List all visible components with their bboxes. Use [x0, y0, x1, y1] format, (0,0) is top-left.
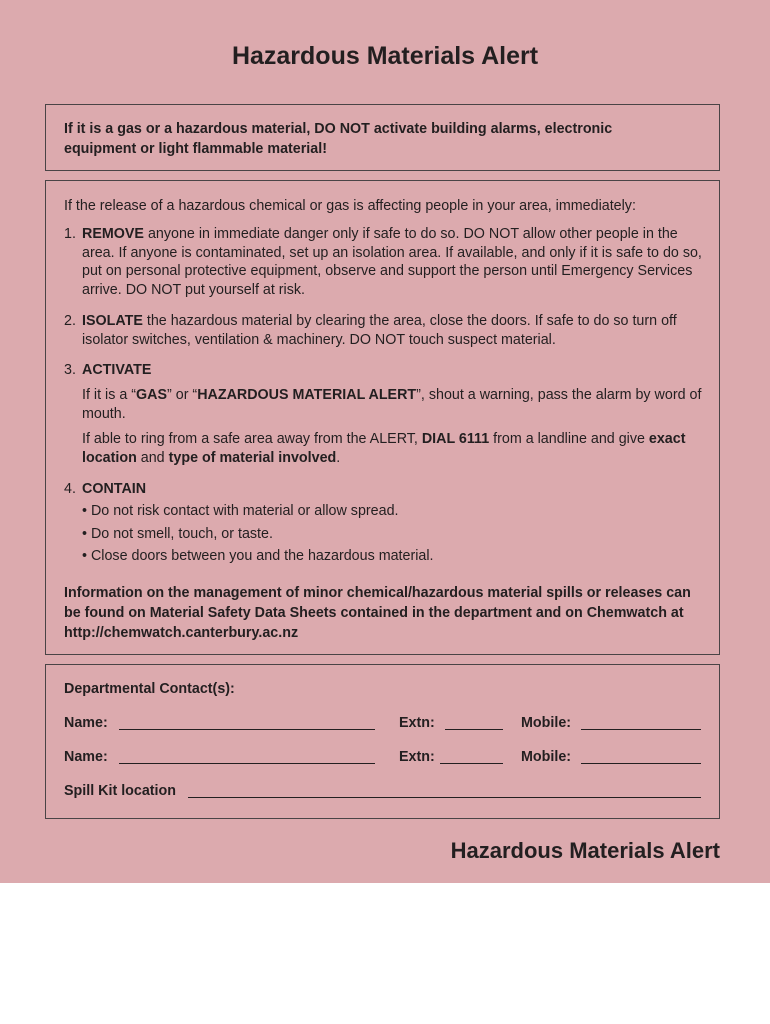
spill-kit-label: Spill Kit location	[64, 783, 176, 799]
contact-row	[64, 749, 704, 769]
spill-kit-row	[64, 783, 704, 803]
contacts-heading: Departmental Contact(s):	[64, 681, 235, 697]
spill-kit-field[interactable]	[188, 783, 701, 798]
step-isolate	[64, 312, 704, 349]
name-field[interactable]	[119, 749, 375, 764]
step-number: 3.	[64, 362, 76, 378]
step-number: 2.	[64, 313, 76, 329]
activate-shout-text: If it is a “GAS” or “HAZARDOUS MATERIAL ALERT”, shout a warning, pass the alarm by word of mouth.	[82, 387, 702, 422]
name-field[interactable]	[119, 715, 375, 730]
page-title: Hazardous Materials Alert	[231, 42, 539, 70]
procedure-box	[45, 180, 720, 655]
extn-label: Extn:	[399, 715, 435, 731]
step-text: the hazardous material by clearing the area, close the doors. If safe to do so turn off isolator switches, ventilation & machinery. DO NOT touch suspect material.	[82, 313, 677, 348]
step-keyword: CONTAIN	[82, 481, 147, 497]
contact-row	[64, 715, 704, 735]
list-item: • Close doors between you and the hazardous material.	[82, 548, 434, 564]
intro-text: If the release of a hazardous chemical or gas is affecting people in your area, immediately:	[64, 198, 636, 214]
step-keyword: REMOVE	[82, 226, 144, 242]
mobile-label: Mobile:	[521, 749, 572, 765]
step-text: anyone in immediate danger only if safe to do so. DO NOT allow other people in the area. If anyone is contaminated, set up an isolation area. If available, and only if it is safe to do so, put on personal protective equipment, observe and support the person until Emergency Services arrive. DO NOT put yourself at risk.	[82, 226, 702, 298]
mobile-field[interactable]	[581, 749, 701, 764]
warning-text: If it is a gas or a hazardous material, DO NOT activate building alarms, electronic equipment or light flammable material!	[64, 121, 613, 157]
extn-field[interactable]	[440, 749, 503, 764]
name-label: Name:	[64, 715, 108, 731]
step-number: 1.	[64, 226, 76, 242]
info-text: Information on the management of minor chemical/hazardous material spills or releases can be found on Material Safety Data Sheets contained in the department and on Chemwatch at http://chemwatch.canterbury.ac.nz	[64, 585, 691, 641]
step-activate	[64, 361, 704, 380]
step-keyword: ISOLATE	[82, 313, 143, 329]
mobile-label: Mobile:	[521, 715, 572, 731]
name-label: Name:	[64, 749, 108, 765]
list-item: • Do not risk contact with material or allow spread.	[82, 503, 399, 519]
footer-title: Hazardous Materials Alert	[450, 838, 720, 863]
extn-label: Extn:	[399, 749, 435, 765]
step-contain	[64, 480, 704, 499]
contacts-box	[45, 664, 720, 819]
step-remove	[64, 225, 704, 299]
activate-dial-text: If able to ring from a safe area away from the ALERT, DIAL 6111 from a landline and give exact location and type of material involved.	[82, 431, 686, 466]
warning-box	[45, 104, 720, 171]
extn-field[interactable]	[445, 715, 503, 730]
list-item: • Do not smell, touch, or taste.	[82, 526, 273, 542]
step-keyword: ACTIVATE	[82, 362, 152, 378]
mobile-field[interactable]	[581, 715, 701, 730]
step-number: 4.	[64, 481, 76, 497]
